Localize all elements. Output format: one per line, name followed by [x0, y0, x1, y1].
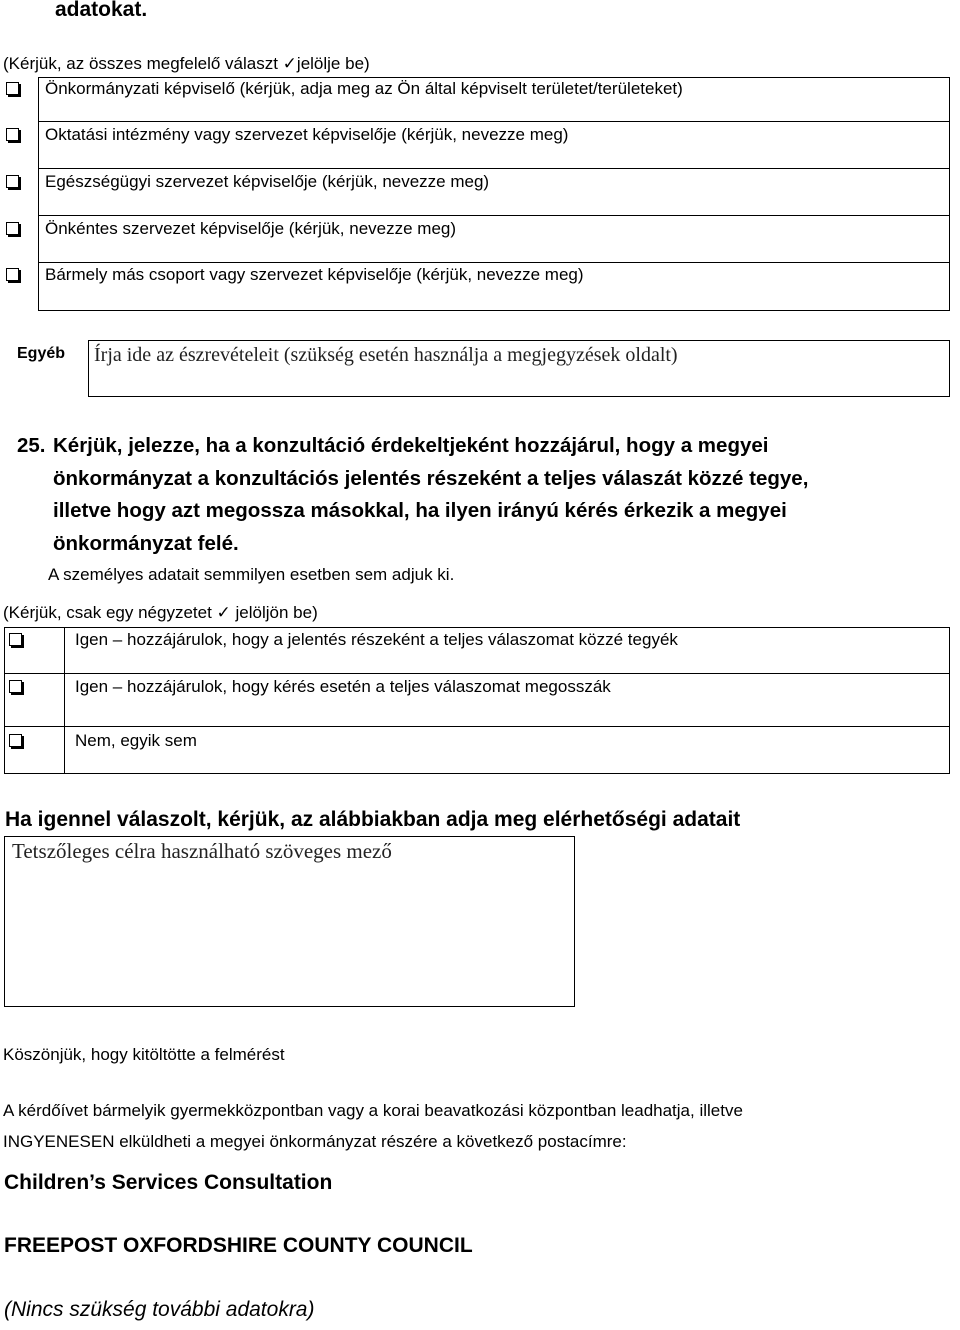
- q25-line: önkormányzat felé.: [53, 531, 239, 555]
- return-info-line: INGYENESEN elküldheti a megyei önkormányzat részére a következő postacímre:: [3, 1132, 627, 1151]
- q25-line: önkormányzat a konzultációs jelentés részeként a teljes válaszát közzé tegye,: [53, 466, 809, 490]
- checkbox-icon[interactable]: [6, 82, 19, 95]
- checkbox-icon[interactable]: [6, 175, 19, 188]
- checkbox-icon[interactable]: [9, 680, 22, 693]
- option-label: Igen – hozzájárulok, hogy kérés esetén a teljes válaszomat megosszák: [75, 677, 611, 696]
- checkbox-icon[interactable]: [6, 268, 19, 281]
- other-comments-hint: Írja ide az észrevételeit (szükség esetén használja a megjegyzések oldalt): [94, 344, 678, 366]
- q24-instruction: (Kérjük, az összes megfelelő választ ✓jelölje be): [3, 54, 370, 73]
- option-label: Igen – hozzájárulok, hogy a jelentés részeként a teljes válaszomat közzé tegyék: [75, 630, 678, 649]
- checkbox-icon[interactable]: [6, 222, 19, 235]
- option-label: Oktatási intézmény vagy szervezet képviselője (kérjük, nevezze meg): [45, 125, 569, 144]
- closing-note: (Nincs szükség további adatokra): [4, 1298, 315, 1321]
- section-heading-fragment: adatokat.: [55, 0, 148, 21]
- option-label: Bármely más csoport vagy szervezet képviselője (kérjük, nevezze meg): [45, 265, 584, 284]
- checkbox-icon[interactable]: [9, 734, 22, 747]
- contact-heading: Ha igennel válaszolt, kérjük, az alábbiakban adja meg elérhetőségi adatait: [5, 808, 741, 831]
- q25-question: [17, 430, 958, 560]
- checkbox-icon[interactable]: [6, 128, 19, 141]
- privacy-note: A személyes adatait semmilyen esetben sem adjuk ki.: [48, 565, 455, 584]
- other-label: Egyéb: [17, 345, 66, 362]
- option-label: Önkormányzati képviselő (kérjük, adja meg az Ön által képviselt területet/területeket): [45, 79, 683, 98]
- return-info-line: A kérdőívet bármelyik gyermekközpontban vagy a korai beavatkozási központban leadhatja, illetve: [3, 1101, 743, 1120]
- contact-field-placeholder: Tetszőleges célra használható szöveges mező: [12, 839, 392, 863]
- q25-line: illetve hogy azt megossza másokkal, ha ilyen irányú kérés érkezik a megyei: [53, 499, 787, 522]
- option-label: Önkéntes szervezet képviselője (kérjük, nevezze meg): [45, 219, 457, 238]
- thank-you-text: Köszönjük, hogy kitöltötte a felmérést: [3, 1045, 285, 1064]
- option-label: Egészségügyi szervezet képviselője (kérjük, nevezze meg): [45, 172, 490, 191]
- option-label: Nem, egyik sem: [75, 731, 197, 750]
- address-line: FREEPOST OXFORDSHIRE COUNTY COUNCIL: [4, 1234, 473, 1257]
- q25-line: Kérjük, jelezze, ha a konzultáció érdekeltjeként hozzájárul, hogy a megyei: [53, 434, 769, 457]
- checkbox-icon[interactable]: [9, 633, 22, 646]
- q25-instruction: (Kérjük, csak egy négyzetet ✓ jelöljön be): [3, 603, 318, 622]
- question-number: 25.: [17, 434, 46, 457]
- address-line: Children’s Services Consultation: [4, 1171, 333, 1194]
